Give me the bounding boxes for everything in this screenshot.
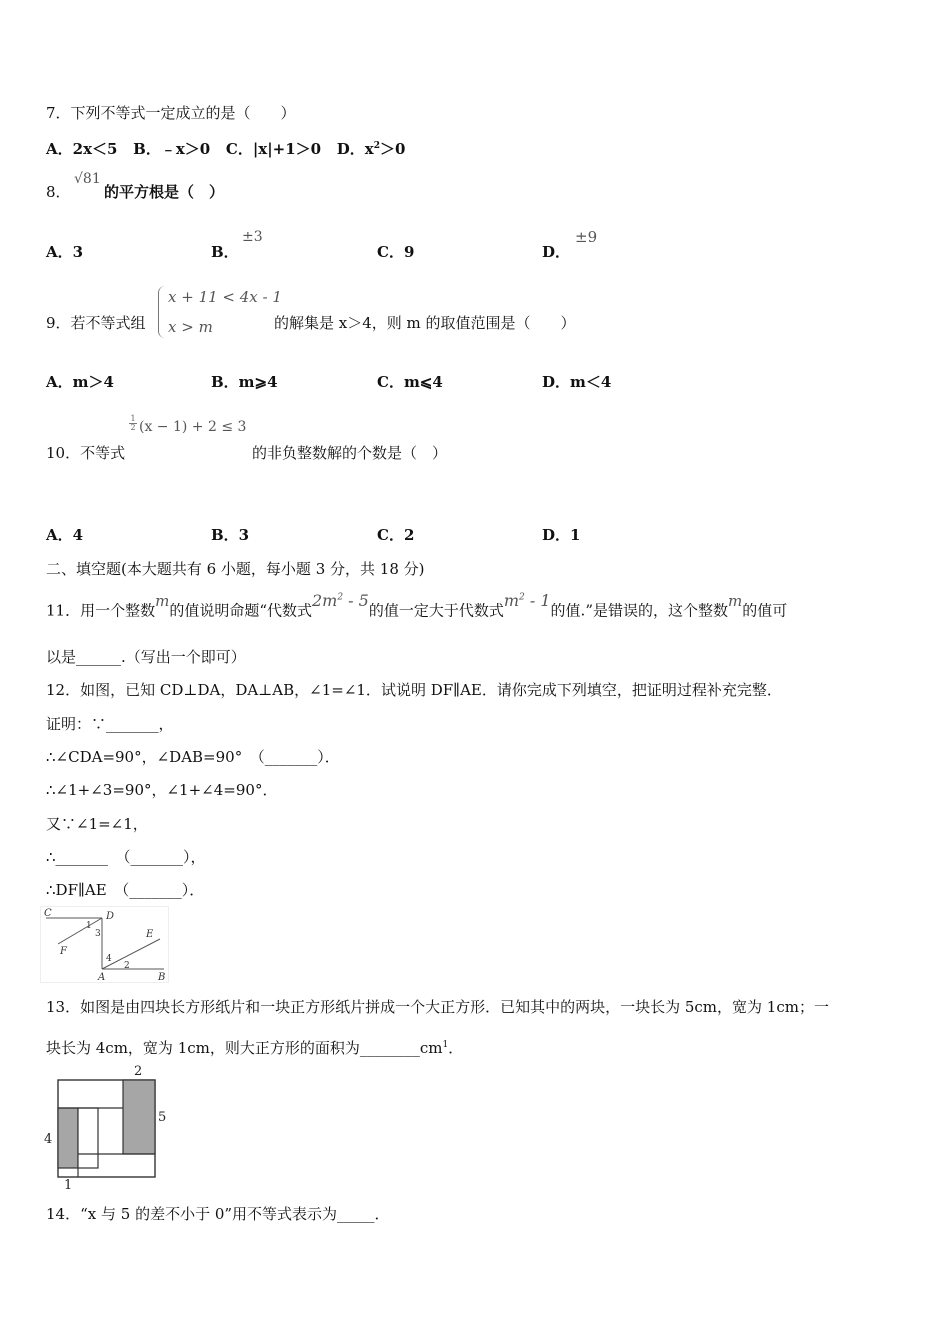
q8-option-d: D． xyxy=(542,243,571,261)
q10-tail: 的非负整数解的个数是（ ） xyxy=(252,444,448,462)
q10-number: 10．不等式 xyxy=(46,444,126,462)
q7-stem: 7．下列不等式一定成立的是（ ） xyxy=(46,104,296,122)
q12-label-f: F xyxy=(60,946,67,957)
q11-line-1: 11．用一个整数m的值说明命题“代数式$2m^2 - 5$的值一定大于代数式$m^2 - 1$的值.”是错误的，这个整数m的值可 xyxy=(46,591,788,620)
q12-label-b: B xyxy=(158,972,166,983)
q12-label-c: C xyxy=(44,908,52,919)
q12-proof-line-1: 证明：∵_______， xyxy=(46,715,174,733)
q7-option-a: A．2x＜5 xyxy=(46,140,118,158)
q7-options xyxy=(46,137,405,158)
q12-label-d: D xyxy=(106,911,115,922)
q12-proof-line-5: ∴_______ （_______）， xyxy=(46,848,206,866)
q12-angle-1: 1 xyxy=(86,921,92,931)
q10-option-a: A．4 xyxy=(46,526,84,544)
q14-text: 14．“x 与 5 的差不小于 0”用不等式表示为_____． xyxy=(46,1205,390,1223)
q9-inequality-1: x + 11 < 4x - 1 xyxy=(168,288,282,306)
q8-option-b-expr: ±3 xyxy=(242,229,263,245)
q9-inequality-2: x > m xyxy=(168,318,213,336)
q12-proof-line-3: ∴∠1+∠3=90°，∠1+∠4=90°． xyxy=(46,781,278,799)
q10-fraction: 1 2 xyxy=(130,414,136,432)
q7-option-d: D．$x^2>0$ xyxy=(336,140,406,158)
q12-proof-line-6: ∴DF∥AE （_______）． xyxy=(46,881,205,899)
q12-label-a: A xyxy=(98,972,106,983)
q8-sqrt-expr: √81 xyxy=(74,171,101,187)
q12-proof-line-4: 又∵∠1=∠1， xyxy=(46,815,148,833)
q12-angle-3: 3 xyxy=(95,929,101,939)
q10-option-c: C．2 xyxy=(377,526,415,544)
q12-angle-4: 4 xyxy=(106,954,112,964)
q8-option-c: C．9 xyxy=(377,243,415,261)
q13-line-1: 13．如图是由四块长方形纸片和一块正方形纸片拼成一个大正方形．已知其中的两块，一块长为 5cm，宽为 1cm；一 xyxy=(46,998,829,1016)
section-2-heading: 二、填空题(本大题共有 6 小题，每小题 3 分，共 18 分) xyxy=(46,560,425,578)
q8-number: 8． xyxy=(46,183,71,201)
q12-figure xyxy=(40,906,170,984)
q9-option-d: D．m＜4 xyxy=(542,373,612,391)
q12-proof-line-2: ∴∠CDA=90°，∠DAB=90° （_______）． xyxy=(46,748,340,766)
q8-option-b: B． xyxy=(211,243,239,261)
q11-line-2: 以是______.（写出一个即可） xyxy=(46,648,246,666)
q9-tail: 的解集是 x＞4，则 m 的取值范围是（ ） xyxy=(274,314,576,332)
q13-line-2: 块长为 4cm，宽为 1cm，则大正方形的面积为$\_\_\_\_\_\_\_\_cm^1$． xyxy=(46,1039,464,1057)
q9-option-c: C．m⩽4 xyxy=(377,373,443,391)
q9-number: 9．若不等式组 xyxy=(46,314,146,332)
q8-tail: 的平方根是（ ） xyxy=(104,183,225,201)
q13-label-right: 5 xyxy=(158,1110,167,1125)
q9-option-b: B．m⩾4 xyxy=(211,373,278,391)
q8-option-d-expr: ±9 xyxy=(575,228,598,246)
q9-brace xyxy=(158,286,165,338)
q12-label-e: E xyxy=(146,929,154,940)
q13-label-bottom: 1 xyxy=(64,1178,73,1190)
q10-expr: (x − 1) + 2 ≤ 3 xyxy=(139,419,247,435)
q7-option-c: C．|x|+1＞0 xyxy=(225,140,322,158)
q7-option-b: B．﹣x＞0 xyxy=(133,140,211,158)
q12-angle-2: 2 xyxy=(124,961,130,971)
q9-option-a: A．m＞4 xyxy=(46,373,114,391)
q10-option-d: D．1 xyxy=(542,526,581,544)
q13-label-top: 2 xyxy=(134,1064,143,1079)
q13-label-left: 4 xyxy=(44,1132,53,1147)
q10-option-b: B．3 xyxy=(211,526,250,544)
q12-stem: 12．如图，已知 CD⊥DA，DA⊥AB，∠1=∠1．试说明 DF∥AE．请你完成下列填空，把证明过程补充完整． xyxy=(46,681,782,699)
q13-figure xyxy=(40,1060,172,1190)
q8-option-a: A．3 xyxy=(46,243,84,261)
